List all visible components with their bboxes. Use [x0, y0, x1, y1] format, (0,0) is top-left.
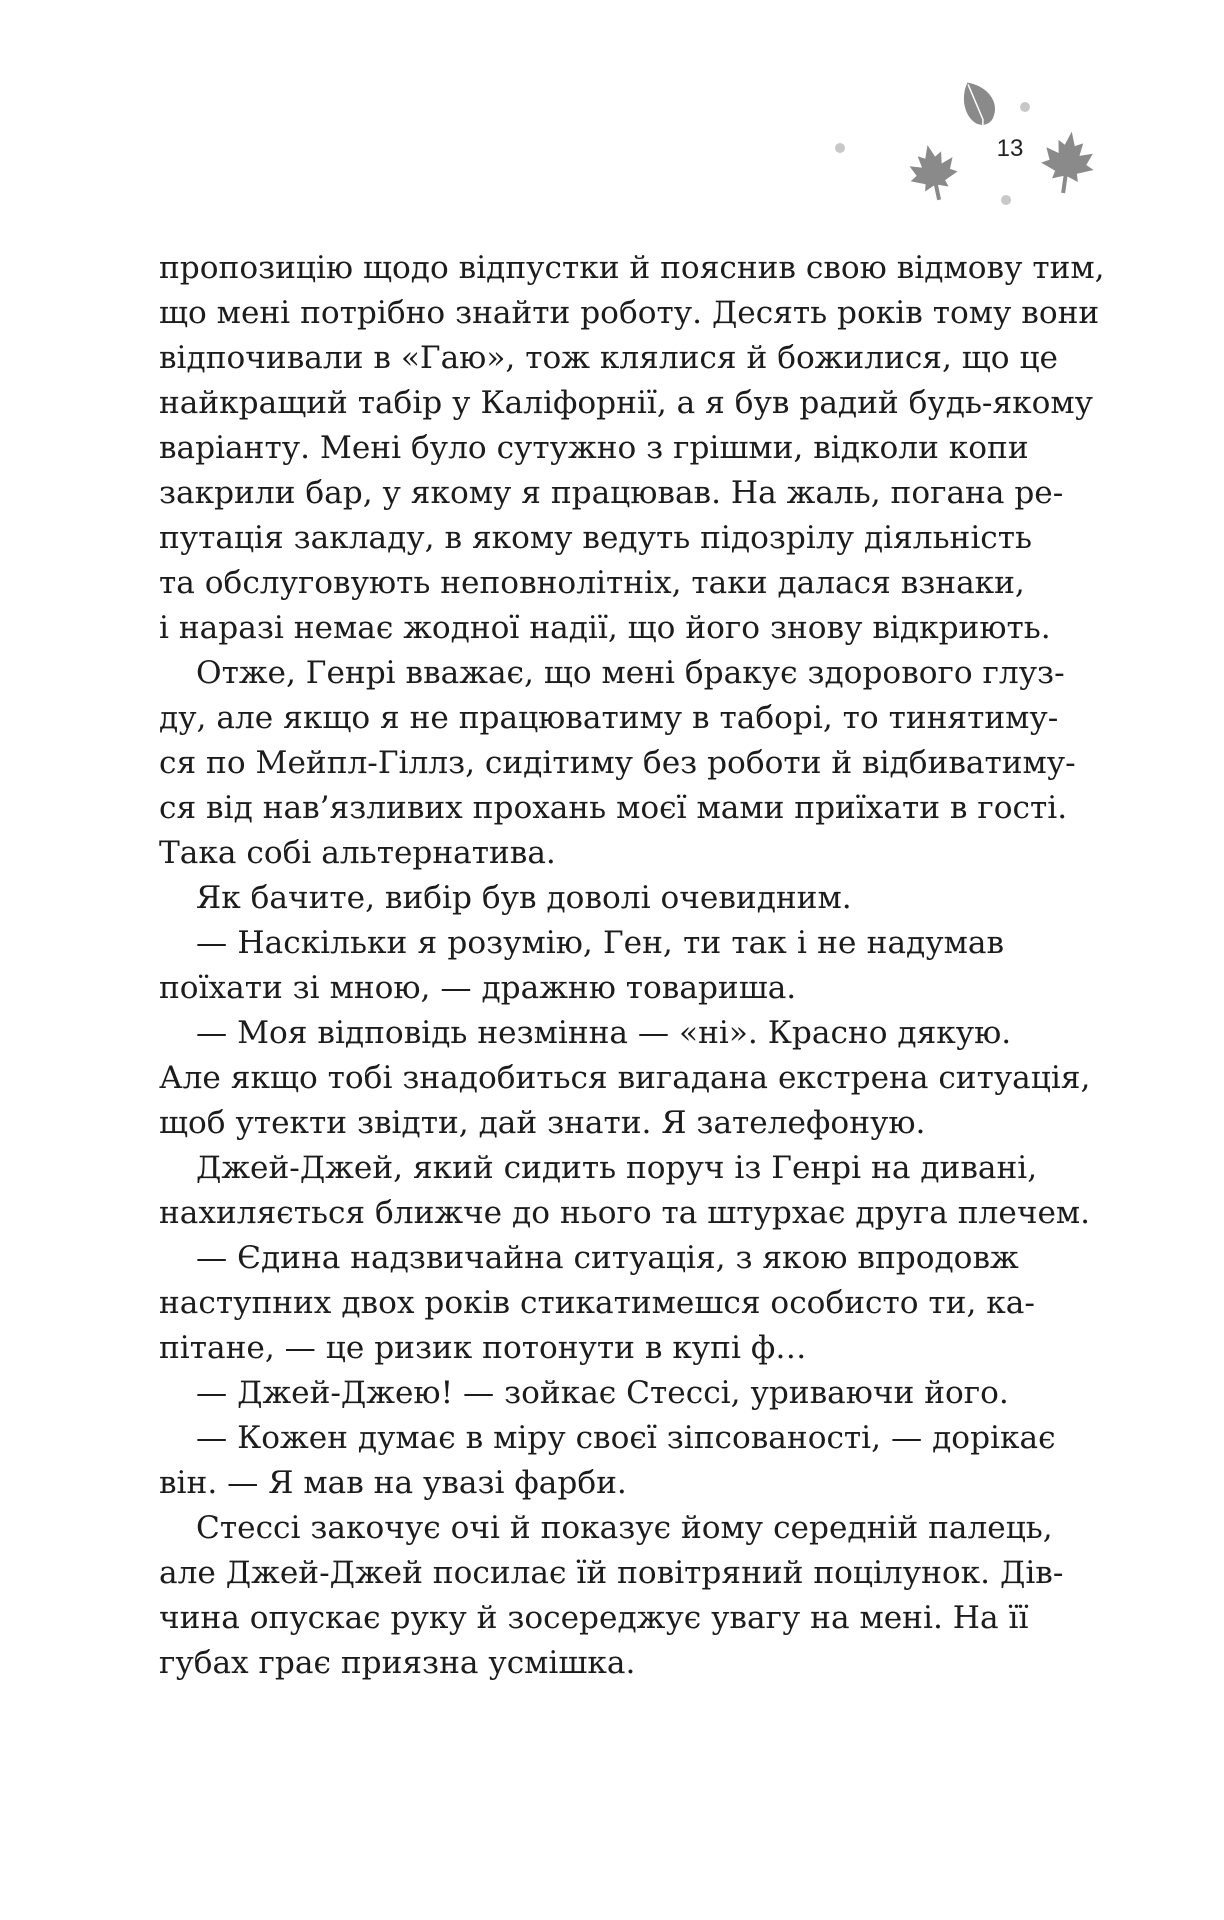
text-line: — Джей-Джею! — зойкає Стессі, уриваючи його.: [196, 1375, 1009, 1411]
text-line: ся від нав’язливих прохань моєї мами приїхати в гості.: [159, 790, 1068, 826]
dot-icon: [835, 143, 845, 153]
text-line: але Джей-Джей посилає їй повітряний поцілунок. Дів-: [159, 1555, 1064, 1591]
text-line: наступних двох років стикатимешся особисто ти, ка-: [159, 1285, 1035, 1321]
text-line: і наразі немає жодної надії, що його знову відкриють.: [159, 610, 1051, 646]
dot-icon: [1020, 102, 1030, 112]
page-number: 13: [996, 135, 1024, 162]
page-header: [820, 80, 1120, 220]
falling-leaf-icon: [957, 80, 1001, 133]
text-line: щоб утекти звідти, дай знати. Я зателефоную.: [159, 1105, 926, 1141]
text-line: Отже, Генрі вважає, що мені бракує здорового глуз-: [196, 655, 1065, 691]
text-line: ся по Мейпл-Гіллз, сидітиму без роботи й відбиватиму-: [159, 745, 1076, 781]
text-line: Але якщо тобі знадобиться вигадана екстрена ситуація,: [159, 1060, 1091, 1096]
text-line: варіанту. Мені було сутужно з грішми, відколи копи: [159, 430, 1029, 466]
text-line: поїхати зі мною, — дражню товариша.: [159, 970, 797, 1006]
text-line: що мені потрібно знайти роботу. Десять років тому вони: [159, 295, 1100, 331]
text-line: губах грає приязна усмішка.: [159, 1645, 636, 1681]
text-line: пітане, — це ризик потонути в купі ф…: [159, 1330, 807, 1366]
text-line: путація закладу, в якому ведуть підозрілу діяльність: [159, 520, 1033, 556]
text-line: Як бачите, вибір був доволі очевидним.: [196, 880, 852, 916]
text-line: найкращий табір у Каліфорнії, а я був радий будь-якому: [159, 385, 1094, 421]
text-line: Така собі альтернатива.: [159, 835, 556, 871]
dot-icon: [1001, 195, 1011, 205]
text-line: чина опускає руку й зосереджує увагу на мені. На її: [159, 1600, 1029, 1636]
text-line: — Наскільки я розумію, Ген, ти так і не надумав: [196, 925, 1004, 961]
text-line: Джей-Джей, який сидить поруч із Генрі на дивані,: [196, 1150, 1038, 1186]
maple-leaf-icon: [904, 140, 963, 205]
text-line: — Єдина надзвичайна ситуація, з якою впродовж: [196, 1240, 1019, 1276]
text-line: пропозицію щодо відпустки й пояснив свою відмову тим,: [159, 250, 1105, 286]
text-line: та обслуговують неповнолітніх, таки далася взнаки,: [159, 565, 1025, 601]
text-line: нахиляється ближче до нього та штурхає друга плечем.: [159, 1195, 1091, 1231]
text-line: Стессі закочує очі й показує йому середній палець,: [196, 1510, 1053, 1546]
text-line: закрили бар, у якому я працював. На жаль, погана ре-: [159, 475, 1064, 511]
text-line: він. — Я мав на увазі фарби.: [159, 1465, 627, 1501]
text-line: ду, але якщо я не працюватиму в таборі, то тинятиму-: [159, 700, 1059, 736]
text-line: — Моя відповідь незмінна — «ні». Красно дякую.: [196, 1015, 1012, 1051]
text-line: — Кожен думає в міру своєї зіпсованості, — дорікає: [196, 1420, 1056, 1456]
text-line: відпочивали в «Гаю», тож клялися й божилися, що це: [159, 340, 1058, 376]
body-text: [159, 246, 1105, 1686]
